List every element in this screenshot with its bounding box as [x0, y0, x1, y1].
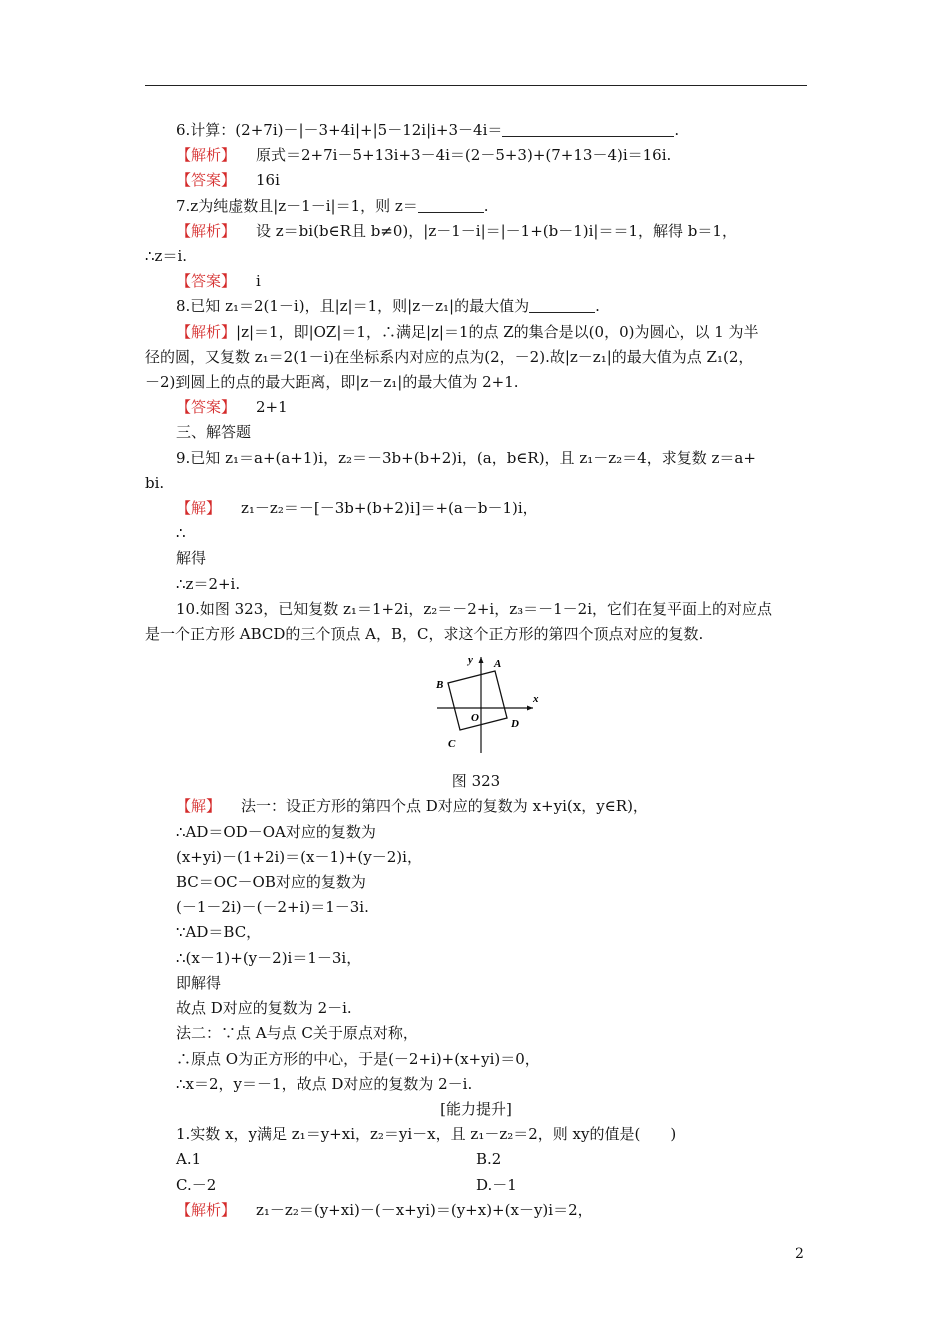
answer-blank [502, 121, 674, 137]
problem-9-cont: bi. [145, 473, 165, 492]
analysis-6: 【解析】 原式＝2+7i－5+13i+3－4i＝(2－5+3)+(7+13－4)i＝16i. [176, 146, 672, 165]
solution-tag: 【解】 [176, 499, 222, 518]
label-a: A [494, 658, 502, 671]
solution-10-line: (－1－2i)－(－2+i)＝1－3i. [176, 898, 369, 917]
solution-tag: 【解】 [176, 797, 222, 816]
answer-tag: 【答案】 [176, 171, 237, 190]
option-b: B.2 [476, 1150, 502, 1169]
square-figure [145, 653, 807, 765]
solution-10-line: 法二：∵点 A与点 C关于原点对称， [176, 1024, 418, 1043]
solution-10-line: BC＝OC－OB对应的复数为 [176, 873, 366, 892]
answer-tag: 【答案】 [176, 272, 237, 291]
problem-ability-1: 1.实数 x，y满足 z₁＝y+xi，z₂＝yi－x，且 z₁－z₂＝2，则 xy的值是( ) [176, 1125, 677, 1144]
label-y: y [468, 654, 473, 667]
problem-9: 9.已知 z₁＝a+(a+1)i，z₂＝－3b+(b+2)i，(a，b∈R)，且 z₁－z₂＝4，求复数 z＝a+ [176, 448, 756, 467]
analysis-tag: 【解析】 [176, 146, 237, 165]
analysis-tag: 【解析】 [176, 1200, 237, 1219]
square-diagram [431, 653, 541, 765]
analysis-7: 【解析】 设 z＝bi(b∈R且 b≠0)，|z－1－i|＝|－1+(b－1)i|＝＝1，解得 b＝1， [176, 221, 737, 240]
solution-10-line: 故点 D对应的复数为 2－i. [176, 999, 352, 1018]
section-heading: 三、解答题 [176, 423, 252, 442]
answer-7: 【答案】 i [176, 272, 261, 291]
solution-10-line: ∴x＝2，y＝－1，故点 D对应的复数为 2－i. [176, 1074, 473, 1093]
solution-10-line: 即解得 [176, 973, 222, 992]
answer-6: 【答案】 16i [176, 171, 280, 190]
answer-blank [418, 197, 484, 213]
problem-7: 7.z为纯虚数且|z－1－i|＝1，则 z＝ . [176, 196, 489, 215]
analysis-8-cont: －2)到圆上的点的最大距离，即|z－z₁|的最大值为 2+1. [145, 373, 519, 392]
figure-caption: 图 323 [451, 772, 501, 791]
label-origin: O [471, 712, 479, 725]
label-b: B [436, 679, 444, 692]
label-x: x [533, 693, 539, 706]
analysis-ability-1: 【解析】 z₁－z₂＝(y+xi)－(－x+yi)＝(y+x)+(x－y)i＝2， [176, 1200, 593, 1219]
solution-9-line: ∴ [176, 524, 186, 543]
header-rule [145, 85, 807, 86]
page-number: 2 [795, 1246, 804, 1262]
label-c: C [448, 738, 456, 751]
analysis-8: 【解析】|z|＝1，即|OZ|＝1，∴满足|z|＝1的点 Z的集合是以(0，0)为圆心，以 1 为半 [176, 322, 759, 341]
solution-9: 【解】 z₁－z₂＝－[－3b+(b+2)i]＝+(a－b－1)i， [176, 499, 538, 518]
answer-8: 【答案】 2+1 [176, 398, 288, 417]
analysis-8-cont: 径的圆，又复数 z₁＝2(1－i)在坐标系内对应的点为(2，－2).故|z－z₁|的最大值为点 Z₁(2， [145, 347, 754, 366]
solution-9-line: 解得 [176, 549, 207, 568]
solution-10-line: ∴(x－1)+(y－2)i＝1－3i， [176, 948, 362, 967]
problem-6: 6.计算：(2+7i)－|－3+4i|+|5－12i|i+3－4i＝ . [176, 121, 680, 139]
solution-10-line: (x+yi)－(1+2i)＝(x－1)+(y－2)i， [176, 847, 422, 866]
solution-10: 【解】 法一：设正方形的第四个点 D对应的复数为 x+yi(x，y∈R)， [176, 797, 648, 816]
answer-tag: 【答案】 [176, 398, 237, 417]
solution-9-line: ∴z＝2+i. [176, 574, 241, 593]
section-heading-ability: [能力提升] [440, 1099, 512, 1118]
document-body [145, 118, 807, 1223]
solution-10-line: ∴AD＝OD－OA对应的复数为 [176, 822, 376, 841]
answer-blank [529, 297, 595, 313]
solution-10-line: ∵AD＝BC， [176, 923, 262, 942]
y-axis-arrow [479, 657, 484, 663]
option-d: D.－1 [476, 1175, 517, 1194]
options-row [145, 1147, 807, 1172]
problem-8: 8.已知 z₁＝2(1－i)，且|z|＝1，则|z－z₁|的最大值为 . [176, 297, 600, 316]
analysis-tag: 【解析】 [176, 322, 237, 341]
analysis-7-cont: ∴z＝i. [145, 247, 188, 266]
label-d: D [511, 718, 519, 731]
x-axis-arrow [527, 706, 533, 711]
analysis-tag: 【解析】 [176, 221, 237, 240]
problem-10-cont: 是一个正方形 ABCD的三个顶点 A，B，C，求这个正方形的第四个顶点对应的复数. [145, 625, 704, 644]
solution-10-line: ∴原点 O为正方形的中心，于是(－2+i)+(x+yi)＝0， [176, 1049, 540, 1068]
option-c: C.－2 [176, 1175, 217, 1194]
problem-10: 10.如图 323，已知复数 z₁＝1+2i，z₂＝－2+i，z₃＝－1－2i，它们在复平面上的对应点 [176, 599, 773, 618]
option-a: A.1 [176, 1150, 202, 1169]
options-row [145, 1173, 807, 1198]
